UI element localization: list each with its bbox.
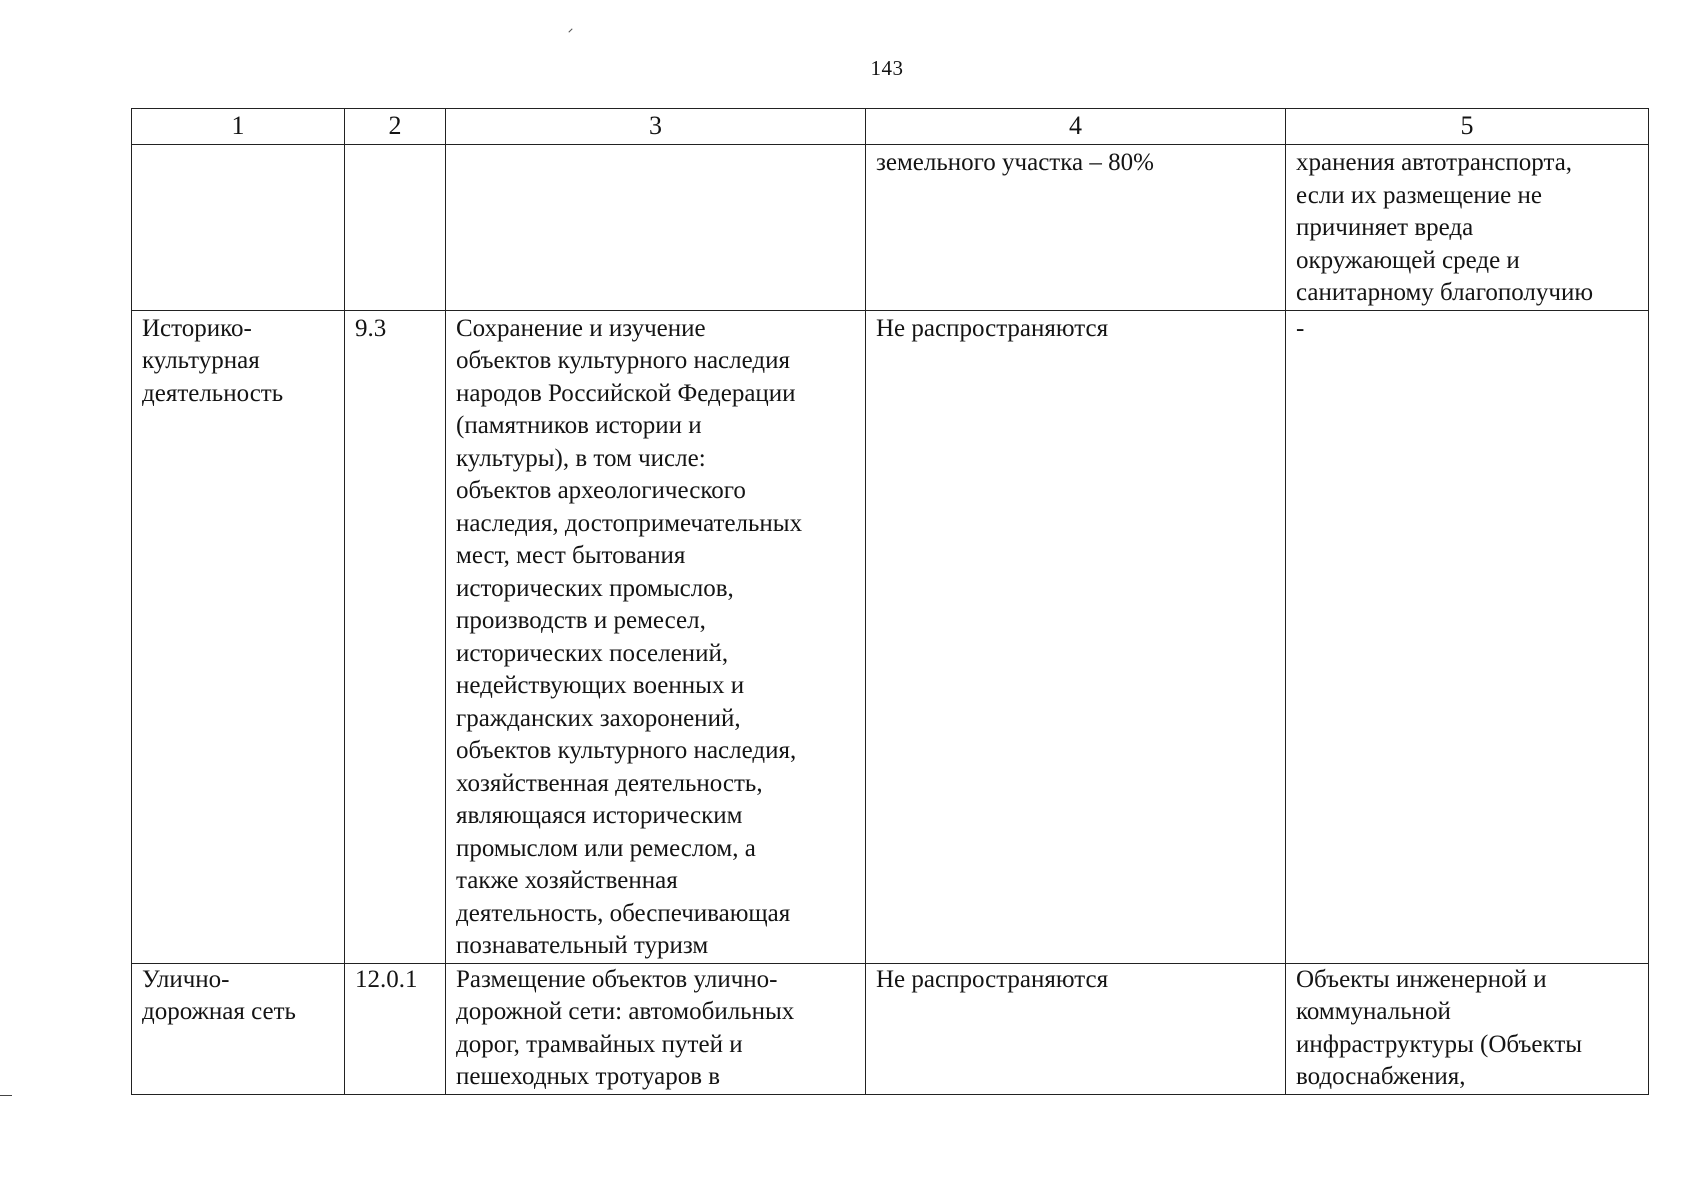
cell-use-name <box>132 310 345 963</box>
cell-restrictions <box>1286 145 1649 311</box>
cell-parameters <box>866 963 1286 1094</box>
column-header-3: 3 <box>446 109 866 145</box>
cell-restrictions <box>1286 963 1649 1094</box>
table-row <box>132 145 1649 311</box>
cell-use-name <box>132 145 345 311</box>
column-header-1: 1 <box>132 109 345 145</box>
column-header-5: 5 <box>1286 109 1649 145</box>
table-header-row <box>132 109 1649 145</box>
column-header-2: 2 <box>345 109 446 145</box>
cell-parameters <box>866 310 1286 963</box>
parameters-text: Не распространяются <box>876 965 1109 993</box>
restrictions-text: хранения автотранспорта, если их размещение не причиняет вреда окружающей среде и санитарному благополучию <box>1296 149 1594 306</box>
cell-use-description <box>446 145 866 311</box>
use-code-text: 12.0.1 <box>355 965 418 993</box>
restrictions-text: - <box>1296 314 1305 342</box>
use-name-text: Улично- дорожная сеть <box>142 965 296 1025</box>
cell-use-code <box>345 145 446 311</box>
cell-use-code <box>345 310 446 963</box>
use-description-text: Размещение объектов улично- дорожной сети: автомобильных дорог, трамвайных путей и пешеходных тротуаров в <box>456 965 795 1090</box>
page-number: 143 <box>870 56 904 80</box>
regulations-table <box>131 108 1649 1095</box>
cell-use-description <box>446 310 866 963</box>
use-name-text: Историко- культурная деятельность <box>142 314 284 407</box>
use-code-text: 9.3 <box>355 314 387 342</box>
margin-tick-mark <box>0 1095 12 1096</box>
restrictions-text: Объекты инженерной и коммунальной инфраструктуры (Объекты водоснабжения, <box>1296 965 1583 1090</box>
cell-use-code <box>345 963 446 1094</box>
column-header-4: 4 <box>866 109 1286 145</box>
cell-restrictions <box>1286 310 1649 963</box>
cell-parameters <box>866 145 1286 311</box>
use-description-text: Сохранение и изучение объектов культурного наследия народов Российской Федерации (памятников истории и культуры), в том числе: объектов археологического наследия, достопримечательных мест, мест бытования исторических промыслов, производств и ремесел, исторических поселений, недействующих военных и гражданских захоронений, объектов культурного наследия, хозяйственная деятельность, являющаяся историческим промыслом или ремеслом, а также хозяйственная деятельность, обеспечивающая познавательный туризм <box>456 314 803 959</box>
table-row <box>132 963 1649 1094</box>
cell-use-name <box>132 963 345 1094</box>
parameters-text: Не распространяются <box>876 314 1109 342</box>
table-row <box>132 310 1649 963</box>
parameters-text: земельного участка – 80% <box>876 149 1154 176</box>
cell-use-description <box>446 963 866 1094</box>
stray-pen-mark <box>568 28 572 32</box>
